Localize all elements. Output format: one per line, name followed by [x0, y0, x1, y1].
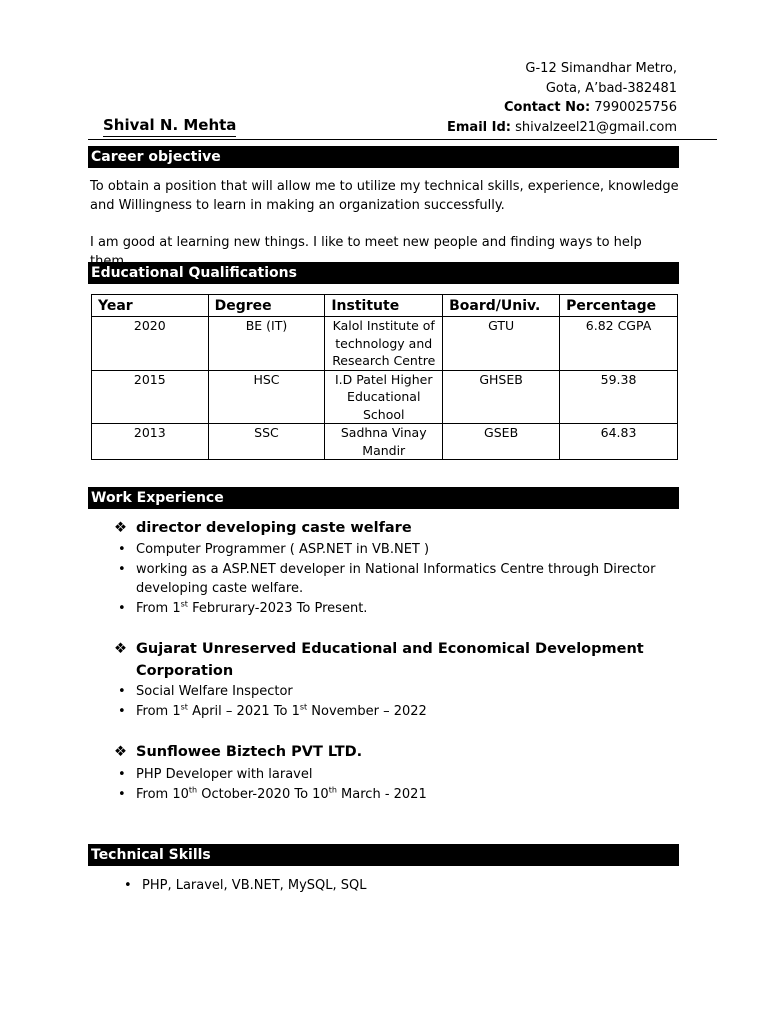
date-text: March - 2021 — [336, 786, 427, 802]
bullet-icon: • — [118, 786, 126, 802]
board-cell: GTU — [443, 317, 560, 371]
table-row — [92, 370, 678, 424]
year-cell: 2013 — [92, 424, 209, 460]
diamond-bullet-icon: ❖ — [114, 744, 127, 760]
job-detail-text: PHP Developer with laravel — [136, 767, 313, 782]
date-text: From 10 — [136, 786, 189, 802]
degree-cell: HSC — [208, 370, 325, 424]
diamond-bullet-icon: ❖ — [114, 520, 127, 536]
ordinal-suffix: st — [299, 702, 308, 712]
column-header: Year — [92, 295, 209, 317]
job-title-1 — [114, 517, 412, 539]
skills-text: PHP, Laravel, VB.NET, MySQL, SQL — [142, 878, 367, 893]
list-item — [118, 765, 427, 785]
board-cell: GSEB — [443, 424, 560, 460]
technical-skills-heading: Technical Skills — [88, 844, 679, 866]
job-detail-text: Social Welfare Inspector — [136, 684, 293, 699]
bullet-icon: • — [118, 600, 126, 616]
contact-number — [447, 98, 677, 118]
degree-cell: BE (IT) — [208, 317, 325, 371]
bullet-icon: • — [118, 703, 126, 719]
institute-cell: I.D Patel Higher Educational School — [325, 370, 443, 424]
percentage-cell: 64.83 — [560, 424, 678, 460]
ordinal-suffix: th — [328, 785, 337, 795]
institute-cell: Kalol Institute of technology and Research Centre — [325, 317, 443, 371]
skills-list — [124, 876, 367, 896]
bullet-icon: • — [118, 684, 126, 699]
ordinal-suffix: st — [180, 702, 188, 712]
contact-value: 7990025756 — [594, 100, 677, 115]
work-experience-heading: Work Experience — [88, 487, 679, 509]
date-text: October-2020 To 10 — [197, 786, 329, 802]
date-text: April – 2021 To 1 — [187, 703, 300, 719]
column-header: Institute — [325, 295, 443, 317]
email-address — [447, 118, 677, 138]
date-text: From 1 — [136, 600, 181, 616]
job-3-details — [118, 765, 427, 804]
list-item — [118, 560, 676, 599]
ordinal-suffix: th — [188, 785, 198, 795]
email-label: Email Id: — [447, 119, 511, 135]
career-objective-heading: Career objective — [88, 146, 679, 168]
bullet-icon: • — [118, 542, 126, 557]
job-detail-text: Computer Programmer ( ASP.NET in VB.NET ) — [136, 542, 430, 557]
job-detail-text: working as a ASP.NET developer in National Informatics Centre through Director developing caste welfare. — [136, 561, 656, 596]
date-text: From 1 — [136, 703, 181, 719]
bullet-icon: • — [124, 878, 132, 893]
bullet-icon: • — [118, 561, 126, 577]
bullet-icon: • — [118, 767, 126, 782]
table-row — [92, 317, 678, 371]
diamond-bullet-icon: ❖ — [114, 641, 127, 657]
education-header-row — [92, 295, 678, 317]
education-table — [91, 294, 678, 460]
career-summary-text: I am good at learning new things. I like to meet new people and finding ways to help — [90, 235, 642, 250]
table-row — [92, 424, 678, 460]
job-title-text: Sunflowee Biztech PVT LTD. — [136, 744, 363, 760]
education-heading: Educational Qualifications — [88, 262, 679, 284]
column-header: Degree — [208, 295, 325, 317]
job-title-line: Gujarat Unreserved Educational and Economical Development — [136, 641, 644, 657]
header-divider — [88, 139, 717, 140]
degree-cell: SSC — [208, 424, 325, 460]
column-header: Board/Univ. — [443, 295, 560, 317]
job-title-text — [136, 638, 644, 682]
percentage-cell: 6.82 CGPA — [560, 317, 678, 371]
institute-cell: Sadhna Vinay Mandir — [325, 424, 443, 460]
board-cell: GHSEB — [443, 370, 560, 424]
candidate-name: Shival N. Mehta — [103, 116, 236, 137]
column-header: Percentage — [560, 295, 678, 317]
address-line-2: Gota, A’bad-382481 — [545, 80, 677, 96]
contact-label: Contact No: — [503, 100, 591, 115]
job-1-details — [118, 540, 676, 618]
list-item — [124, 876, 367, 896]
job-title-2 — [114, 638, 644, 682]
list-item — [118, 599, 676, 619]
job-title-3 — [114, 741, 362, 763]
list-item — [118, 702, 427, 722]
list-item — [118, 785, 427, 805]
email-value: shivalzeel21@gmail.com — [515, 119, 677, 135]
percentage-cell: 59.38 — [560, 370, 678, 424]
date-text: Februrary-2023 To Present. — [187, 600, 368, 616]
job-title-line: Corporation — [136, 663, 234, 679]
address-line-1: G-12 Simandhar Metro, — [525, 61, 677, 76]
career-objective-text: To obtain a position that will allow me to utilize my technical skills, experience, knowledge and Willingness to learn in making an organization successfully. — [90, 179, 679, 213]
year-cell: 2015 — [92, 370, 209, 424]
date-text: November – 2022 — [307, 703, 427, 719]
job-title-text: director developing caste welfare — [136, 520, 412, 536]
ordinal-suffix: st — [180, 599, 188, 609]
list-item — [118, 540, 676, 560]
year-cell: 2020 — [92, 317, 209, 371]
job-2-details — [118, 682, 427, 721]
contact-block — [447, 59, 677, 137]
list-item — [118, 682, 427, 702]
